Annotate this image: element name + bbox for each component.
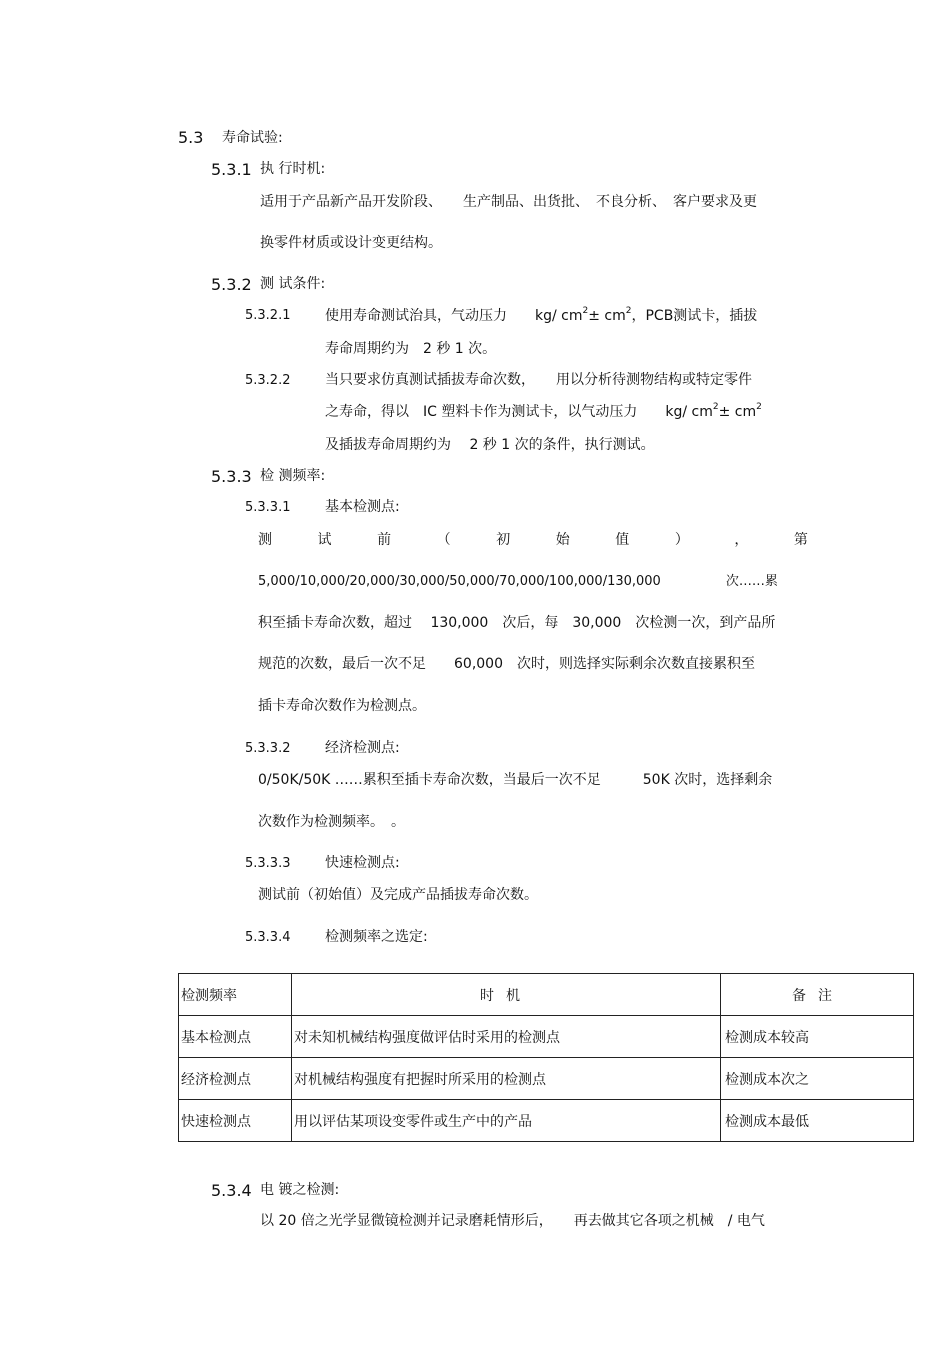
section-5-3-3-title: 检 测频率:	[260, 468, 326, 484]
section-5-3-3-3-title: 快速检测点:	[325, 855, 400, 871]
section-5-3-2-1-line2: 寿命周期约为 2 秒 1 次。	[325, 341, 497, 357]
section-5-3-3-3-number: 5.3.3.3	[245, 856, 291, 871]
section-5-3-3-2-number: 5.3.3.2	[245, 741, 291, 756]
section-5-3-3-1-spread-line	[258, 531, 808, 549]
spread-char: 第	[793, 532, 808, 548]
section-5-3-3-1-line5: 插卡寿命次数作为检测点。	[258, 698, 426, 714]
table-cell: 快速检测点	[179, 1100, 292, 1142]
section-5-3-2-1-number: 5.3.2.1	[245, 308, 291, 323]
spread-char: 始	[555, 532, 570, 548]
section-5-3-3-1-line4: 规范的次数，最后一次不足 60,000 次时，则选择实际剩余次数直接累积至	[258, 656, 755, 672]
section-5-3-1-text-line1: 适用于产品新产品开发阶段、 生产制品、出货批、 不良分析、 客户要求及更	[260, 194, 757, 210]
section-5-3-3-3-line1: 测试前（初始值）及完成产品插拔寿命次数。	[258, 887, 538, 903]
section-5-3-1-number: 5.3.1	[211, 160, 252, 179]
table-cell: 对机械结构强度有把握时所采用的检测点	[292, 1058, 721, 1100]
section-5-3-1-title: 执 行时机:	[260, 161, 326, 177]
section-5-3-2-2-line2: 之寿命，得以 IC 塑料卡作为测试卡，以气动压力 kg/ $cm^2\pm cm^2$	[325, 402, 762, 420]
table-cell: 检测成本最低	[721, 1100, 914, 1142]
section-5-3-4-line1: 以 20 倍之光学显微镜检测并记录磨耗情形后， 再去做其它各项之机械 / 电气	[260, 1213, 765, 1229]
table-header-cell: 备注	[721, 974, 914, 1016]
section-5-3-3-number: 5.3.3	[211, 467, 252, 486]
section-5-3-2-number: 5.3.2	[211, 275, 252, 294]
spread-char: ，	[734, 532, 749, 548]
spread-char: 前	[377, 532, 392, 548]
table-cell: 对未知机械结构强度做评估时采用的检测点	[292, 1016, 721, 1058]
section-5-3-3-4-title: 检测频率之选定:	[325, 929, 428, 945]
table-header-cell: 时机	[292, 974, 721, 1016]
frequency-table	[178, 973, 914, 1142]
section-5-3-2-2-number: 5.3.2.2	[245, 373, 291, 388]
section-5-3-3-1-number: 5.3.3.1	[245, 500, 291, 515]
section-5-3-3-4-number: 5.3.3.4	[245, 930, 291, 945]
section-5-3-2-1-line1: 使用寿命测试治具，气动压力 kg/ $cm^2\pm cm^2$，PCB测试卡，插拔	[325, 306, 758, 324]
table-cell: 用以评估某项设变零件或生产中的产品	[292, 1100, 721, 1142]
section-5-3-1-text-line2: 换零件材质或设计变更结构。	[260, 235, 442, 251]
table-header-row	[179, 974, 914, 1016]
section-5-3-title: 寿命试验:	[222, 130, 283, 146]
table-row	[179, 1100, 914, 1142]
table-header-cell: 检测频率	[179, 974, 292, 1016]
table-row	[179, 1016, 914, 1058]
table-cell: 检测成本较高	[721, 1016, 914, 1058]
spread-char: 初	[496, 532, 511, 548]
spread-char: ）	[674, 532, 689, 548]
section-5-3-2-2-line3: 及插拔寿命周期约为 2 秒 1 次的条件，执行测试。	[325, 437, 655, 453]
section-5-3-3-2-title: 经济检测点:	[325, 740, 400, 756]
section-5-3-3-2-line2: 次数作为检测频率。 。	[258, 814, 405, 830]
section-5-3-4-title: 电 镀之检测:	[260, 1182, 340, 1198]
table-row	[179, 1058, 914, 1100]
spread-char: 值	[615, 532, 630, 548]
table-cell: 检测成本次之	[721, 1058, 914, 1100]
section-5-3-2-2-line1: 当只要求仿真测试插拔寿命次数， 用以分析待测物结构或特定零件	[325, 372, 752, 388]
section-5-3-3-1-title: 基本检测点:	[325, 499, 400, 515]
spread-char: 测	[258, 532, 272, 548]
section-5-3-3-2-line1: 0/50K/50K ……累积至插卡寿命次数，当最后一次不足 50K 次时，选择剩余	[258, 772, 773, 788]
table-cell: 经济检测点	[179, 1058, 292, 1100]
section-5-3-2-title: 测 试条件:	[260, 276, 326, 292]
section-5-3-4-number: 5.3.4	[211, 1181, 252, 1200]
section-5-3-3-1-line2: 5,000/10,000/20,000/30,000/50,000/70,000/100,000/130,000 次……累	[258, 574, 778, 589]
spread-char: （	[436, 532, 451, 548]
section-5-3-number: 5.3	[178, 128, 204, 147]
spread-char: 试	[317, 532, 332, 548]
table-cell: 基本检测点	[179, 1016, 292, 1058]
section-5-3-3-1-line3: 积至插卡寿命次数，超过 130,000 次后，每 30,000 次检测一次，到产品所	[258, 615, 776, 631]
